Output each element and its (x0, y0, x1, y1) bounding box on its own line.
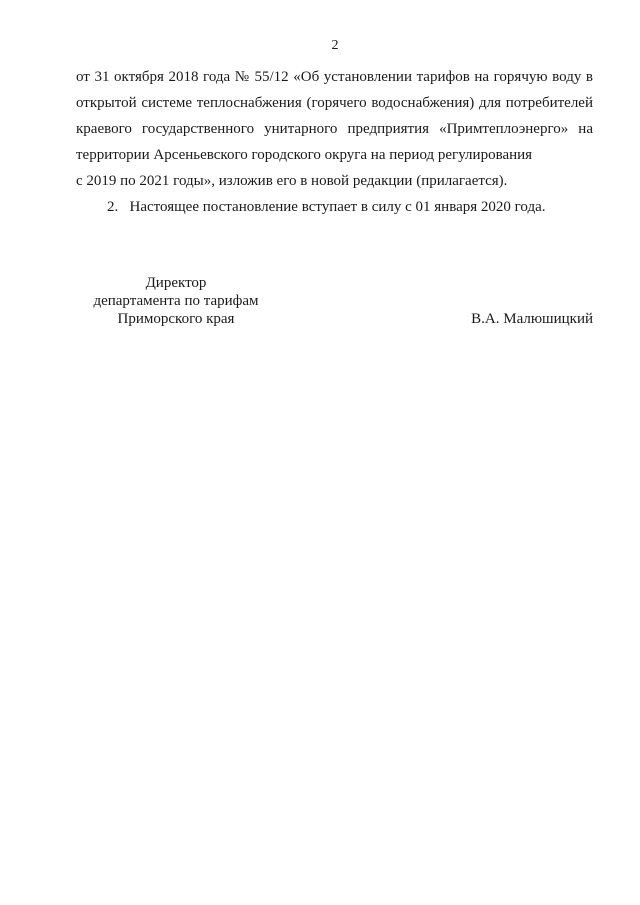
document-body (76, 64, 593, 220)
paragraph-line: территории Арсеньевского городского округа на период регулирования (76, 147, 533, 163)
paragraph-line: с 2019 по 2021 годы», изложив его в новой редакции (прилагается). (76, 173, 508, 189)
item-number: 2. (107, 199, 119, 215)
position-line: Приморского края (117, 311, 235, 327)
position-line: Директор (145, 275, 207, 291)
signatory-name: В.А. Малюшицкий (471, 311, 593, 327)
paragraph-line: краевого государственного унитарного предприятия «Примтеплоэнерго» на (76, 121, 593, 137)
numbered-item-2 (76, 194, 593, 220)
page-number: 2 (331, 38, 339, 53)
paragraph-continuation (76, 64, 593, 194)
signatory-position (76, 274, 276, 328)
position-line: департамента по тарифам (93, 293, 259, 309)
item-text: Настоящее постановление вступает в силу с 01 января 2020 года. (129, 199, 546, 215)
paragraph-line: открытой системе теплоснабжения (горячего водоснабжения) для потребителей (76, 95, 593, 111)
paragraph-line: от 31 октября 2018 года № 55/12 «Об установлении тарифов на горячую воду в (76, 69, 593, 85)
